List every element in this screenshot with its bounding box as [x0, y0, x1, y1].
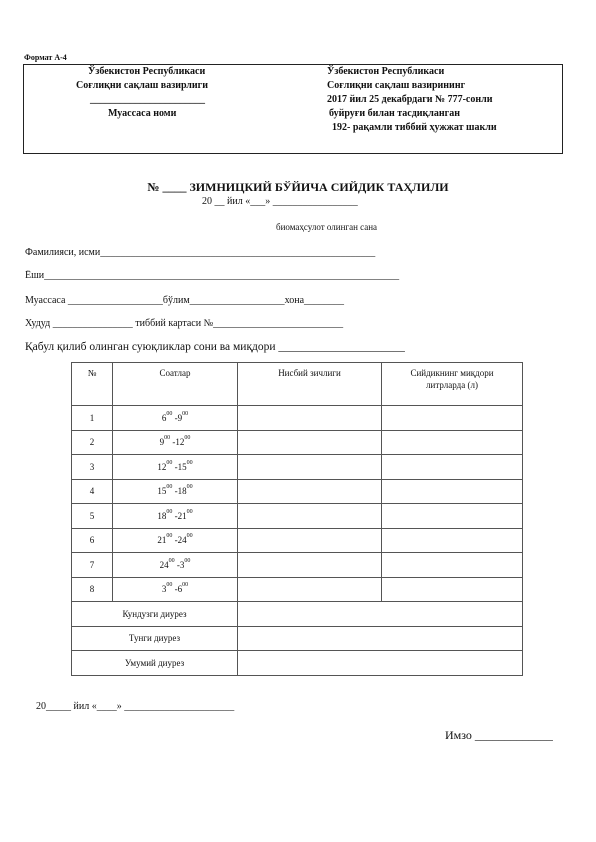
row-hours: $3^{00}$ $-6^{00}$ — [113, 577, 238, 602]
volume-cell[interactable] — [382, 479, 523, 504]
age-field[interactable]: Ёши_______________________________________________________________________ — [25, 270, 400, 281]
density-cell[interactable] — [238, 553, 382, 578]
fio-field[interactable]: Фамилияси, исми_______________________________________________________ — [25, 247, 376, 258]
date-caption: биомаҳсулот олинган сана — [276, 222, 378, 232]
row-hours: $24^{00}$ $-3^{00}$ — [113, 553, 238, 578]
density-cell[interactable] — [238, 430, 382, 455]
volume-cell[interactable] — [382, 406, 523, 431]
row-number: 2 — [72, 430, 113, 455]
volume-cell[interactable] — [382, 430, 523, 455]
summary-label: Умумий диурез — [72, 651, 238, 676]
row-hours: $9^{00}$ $-12^{00}$ — [113, 430, 238, 455]
table-row — [72, 430, 523, 455]
row-number: 1 — [72, 406, 113, 431]
signature-field[interactable]: Имзо _____________ — [445, 728, 553, 742]
table-row — [72, 577, 523, 602]
format-label: Формат А-4 — [24, 53, 67, 62]
header-right-line3: 2017 йил 25 декабрдаги № 777-сонли — [327, 94, 493, 105]
volume-cell[interactable] — [382, 553, 523, 578]
volume-cell[interactable] — [382, 528, 523, 553]
row-hours: $6^{00}$ $-9^{00}$ — [113, 406, 238, 431]
volume-cell[interactable] — [382, 577, 523, 602]
zimnitsky-table — [71, 362, 523, 676]
row-number: 8 — [72, 577, 113, 602]
region-field[interactable]: Худуд ________________ тиббий картаси №__________________________ — [25, 318, 344, 329]
row-number: 7 — [72, 553, 113, 578]
density-cell[interactable] — [238, 406, 382, 431]
summary-label: Кундузги диурез — [72, 602, 238, 627]
header-left-line3: _______________________ — [90, 94, 205, 105]
header-right-line4: буйруғи билан тасдиқланган — [329, 108, 460, 119]
summary-value-cell[interactable] — [238, 602, 523, 627]
fluids-field[interactable]: Қабул қилиб олинган суюқликлар сони ва миқдори ______________________ — [25, 341, 405, 353]
table-row — [72, 553, 523, 578]
density-cell[interactable] — [238, 455, 382, 480]
table-row — [72, 479, 523, 504]
table-row — [72, 528, 523, 553]
summary-label: Тунги диурез — [72, 626, 238, 651]
row-hours: $18^{00}$ $-21^{00}$ — [113, 504, 238, 529]
row-number: 5 — [72, 504, 113, 529]
row-hours: $21^{00}$ $-24^{00}$ — [113, 528, 238, 553]
col-hours: Соатлар — [113, 363, 238, 406]
header-box — [23, 64, 563, 154]
document-title: № ____ ЗИМНИЦКИЙ БЎЙИЧА СИЙДИК ТАҲЛИЛИ — [147, 180, 449, 194]
summary-value-cell[interactable] — [238, 626, 523, 651]
density-cell[interactable] — [238, 528, 382, 553]
density-cell[interactable] — [238, 504, 382, 529]
row-number: 4 — [72, 479, 113, 504]
header-right-line1: Ўзбекистон Республикаси — [327, 66, 445, 77]
summary-row — [72, 626, 523, 651]
header-left-line1: Ўзбекистон Республикаси — [88, 66, 206, 77]
volume-cell[interactable] — [382, 455, 523, 480]
institution-field[interactable]: Муассаса ___________________бўлим___________________хона________ — [25, 295, 345, 306]
table-header-row — [72, 363, 523, 406]
footer-date[interactable]: 20_____ йил «____» ______________________ — [36, 701, 235, 712]
header-right-line5: 192- рақамли тиббий ҳужжат шакли — [332, 122, 497, 133]
table-row — [72, 455, 523, 480]
summary-value-cell[interactable] — [238, 651, 523, 676]
volume-cell[interactable] — [382, 504, 523, 529]
col-number: № — [72, 363, 113, 406]
row-hours: $15^{00}$ $-18^{00}$ — [113, 479, 238, 504]
header-left-line2: Соғлиқни сақлаш вазирлиги — [76, 80, 208, 91]
col-density: Нисбий зичлиги — [238, 363, 382, 406]
density-cell[interactable] — [238, 577, 382, 602]
header-left-line4: Муассаса номи — [108, 108, 177, 119]
density-cell[interactable] — [238, 479, 382, 504]
summary-row — [72, 602, 523, 627]
col-volume: Сийдикнинг миқдори литрларда (л) — [382, 363, 523, 406]
date-line[interactable]: 20 __ йил «___» _________________ — [202, 196, 358, 207]
header-right-line2: Соғлиқни сақлаш вазирининг — [327, 80, 466, 91]
row-number: 6 — [72, 528, 113, 553]
summary-row — [72, 651, 523, 676]
table-row — [72, 504, 523, 529]
row-hours: $12^{00}$ $-15^{00}$ — [113, 455, 238, 480]
table-row — [72, 406, 523, 431]
row-number: 3 — [72, 455, 113, 480]
